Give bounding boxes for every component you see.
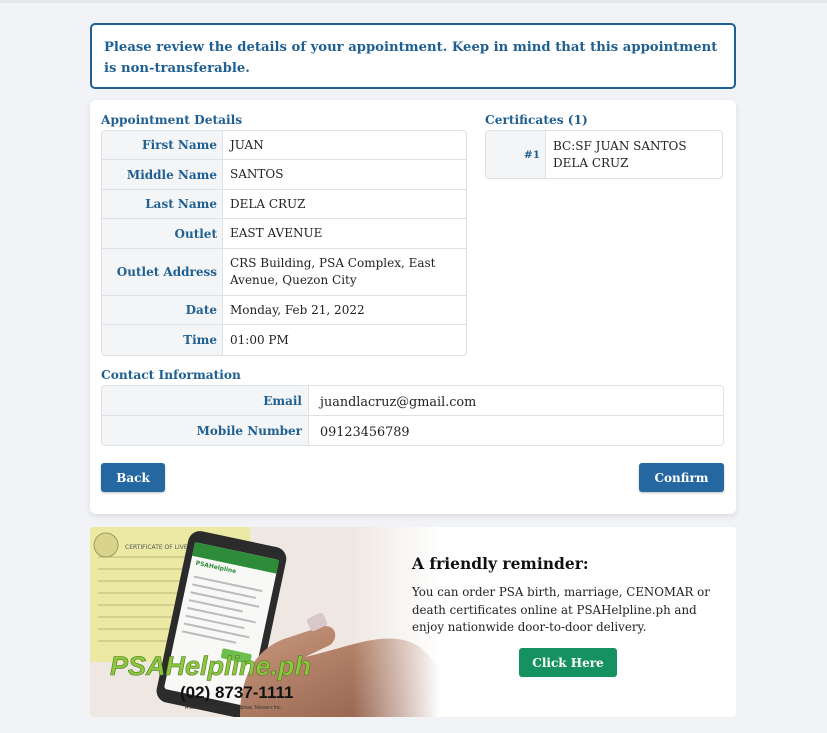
table-row [102, 296, 466, 325]
mobile-number-value: 09123456789 [320, 424, 410, 440]
certificate-value: BC:SF JUAN SANTOS DELA CRUZ [553, 138, 687, 170]
promo-title: A friendly reminder: [412, 554, 589, 573]
brand-logo: PSAHelpline.ph [110, 651, 312, 681]
middle-name-value: SANTOS [223, 160, 466, 190]
table-row [102, 160, 466, 190]
first-name-label: First Name [102, 131, 223, 160]
table-row [102, 386, 723, 416]
back-button[interactable]: Back [101, 463, 165, 492]
promo-text: You can order PSA birth, marriage, CENOMAR or death certificates online at PSAHelpline.ph and enjoy nationwide door-to-door delivery. [412, 585, 710, 634]
outlet-address-label: Outlet Address [102, 249, 223, 296]
outlet-address-value: CRS Building, PSA Complex, East Avenue, Quezon City [223, 249, 466, 296]
psahelpline-advert-image [90, 527, 440, 717]
last-name-label: Last Name [102, 190, 223, 219]
review-notice: Please review the details of your appointment. Keep in mind that this appointment is non-transferable. [90, 23, 736, 89]
table-row [102, 219, 466, 249]
email-value: juandlacruz@gmail.com [309, 386, 723, 416]
appointment-card [90, 100, 736, 514]
contact-information-table [101, 385, 724, 446]
certificates-table [485, 130, 723, 179]
table-row [102, 131, 466, 160]
table-row [102, 190, 466, 219]
middle-name-label: Middle Name [102, 160, 223, 190]
table-row [102, 249, 466, 296]
confirm-button[interactable]: Confirm [639, 463, 724, 492]
contact-information-title: Contact Information [101, 368, 241, 382]
outlet-value: EAST AVENUE [223, 219, 466, 249]
service-provider-tagline: A service provided by Pilipinas Teleserv Inc. [185, 705, 282, 711]
certificate-number: #1 [486, 131, 546, 178]
table-row [102, 325, 466, 355]
promo-banner [90, 527, 736, 717]
certificates-title: Certificates (1) [485, 113, 588, 127]
time-label: Time [102, 325, 223, 355]
appointment-details-table [101, 130, 467, 356]
appointment-details-title: Appointment Details [101, 113, 243, 127]
hotline-number: (02) 8737-1111 [180, 683, 294, 702]
date-label: Date [102, 296, 223, 325]
table-row [486, 131, 722, 178]
first-name-value: JUAN [223, 131, 466, 160]
click-here-button[interactable]: Click Here [519, 648, 617, 677]
top-divider [0, 0, 827, 3]
last-name-value: DELA CRUZ [223, 190, 466, 219]
email-label: Email [102, 386, 309, 416]
mobile-number-label: Mobile Number [102, 416, 309, 445]
outlet-label: Outlet [102, 219, 223, 249]
date-value: Monday, Feb 21, 2022 [223, 296, 466, 325]
psahelpline-advert-graphic [90, 527, 440, 717]
time-value: 01:00 PM [230, 332, 289, 347]
table-row [102, 416, 723, 445]
